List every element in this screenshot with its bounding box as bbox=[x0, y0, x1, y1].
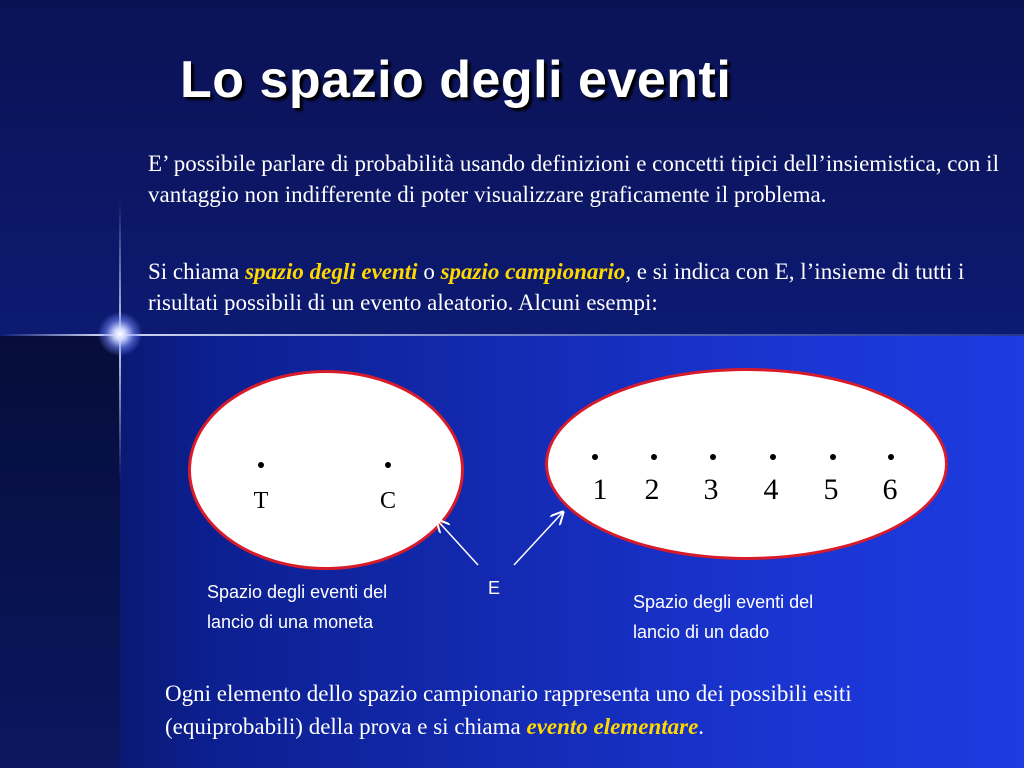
die-element-6: 6 bbox=[882, 473, 898, 506]
die-caption bbox=[633, 587, 813, 647]
die-caption-line-2: lancio di un dado bbox=[633, 622, 770, 642]
coin-caption bbox=[207, 577, 387, 637]
die-element-5: 5 bbox=[823, 473, 839, 506]
coin-element-t: T bbox=[253, 488, 269, 514]
term-spazio-degli-eventi: spazio degli eventi bbox=[245, 259, 418, 284]
slide-title: Lo spazio degli eventi bbox=[180, 51, 732, 109]
die-element-2: 2 bbox=[644, 473, 660, 506]
die-element-4: 4 bbox=[763, 473, 779, 506]
die-element-1: 1 bbox=[592, 473, 608, 506]
footer-paragraph bbox=[165, 677, 985, 743]
intro-text-before: Si chiama bbox=[148, 259, 246, 284]
coin-element-c: C bbox=[379, 488, 396, 514]
footer-text-before: Ogni elemento dello spazio campionario rappresenta uno dei possibili esiti (equiprobabili) della prova e si chiama bbox=[165, 681, 852, 739]
coin-caption-line-2: lancio di una moneta bbox=[207, 612, 374, 632]
term-spazio-campionario: spazio campionario bbox=[440, 259, 626, 284]
intro-paragraph-1: E’ possibile parlare di probabilità usando definizioni e concetti tipici dell’insiemistica, con il vantaggio non indifferente di poter visualizzare graficamente il problema. bbox=[148, 151, 999, 207]
arrow-to-die-space bbox=[514, 512, 563, 565]
die-caption-line-1: Spazio degli eventi del bbox=[633, 592, 814, 612]
intro-text-after: , e si indica con E, l’insieme di tutti i risultati possibili di un evento aleatorio. Alcuni esempi: bbox=[148, 259, 965, 315]
footer-text-after: . bbox=[698, 714, 705, 739]
intro-text-mid: o bbox=[417, 259, 441, 284]
term-evento-elementare: evento elementare bbox=[526, 714, 699, 739]
arrow-to-coin-space bbox=[437, 520, 478, 565]
die-element-3: 3 bbox=[703, 473, 719, 506]
coin-caption-line-1: Spazio degli eventi del bbox=[207, 582, 388, 602]
sample-space-label-e: E bbox=[488, 578, 501, 598]
